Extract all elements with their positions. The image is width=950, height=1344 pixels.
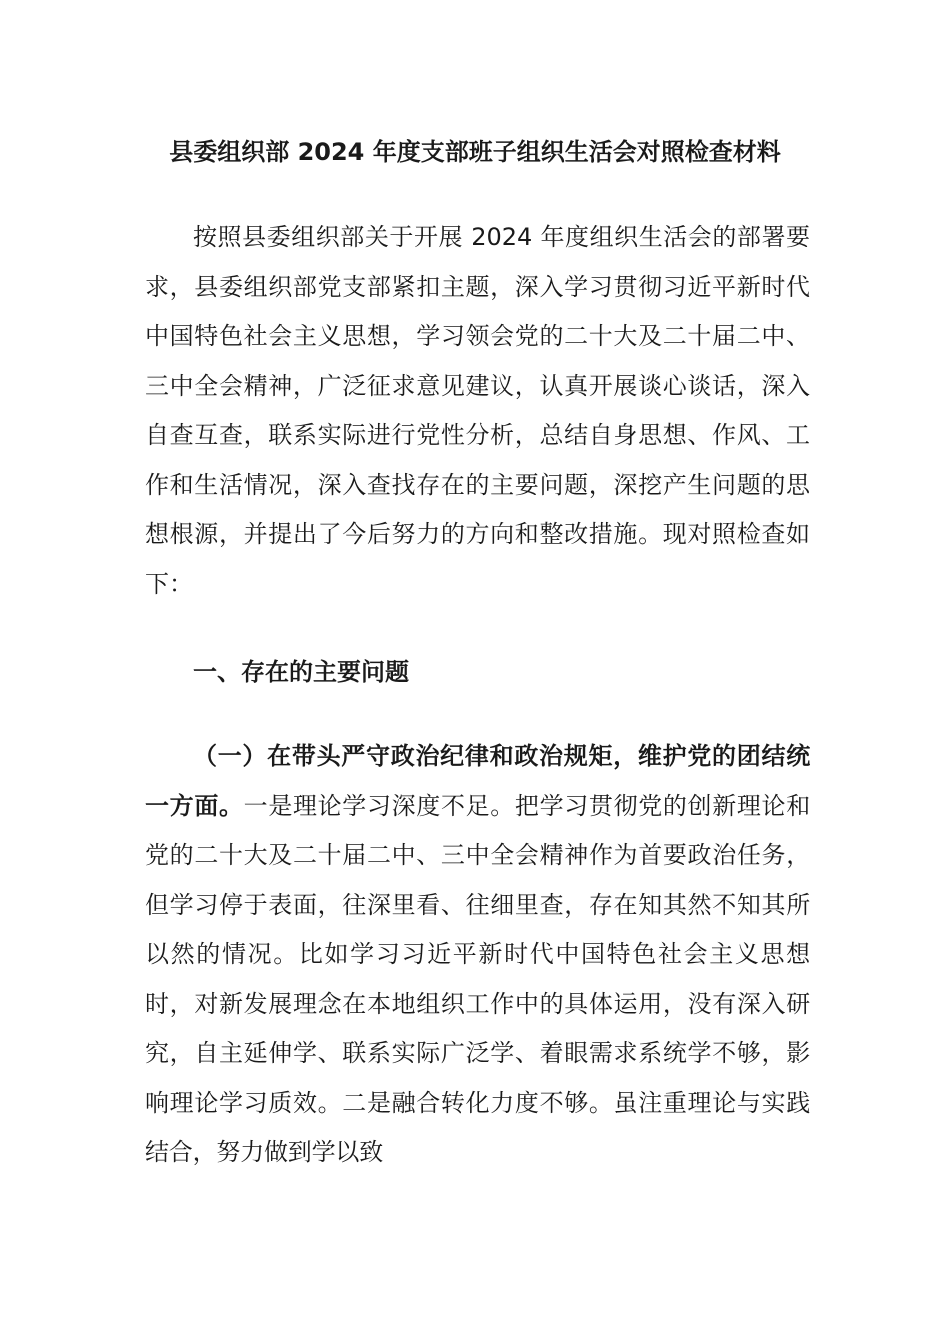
subsection-body: 一是理论学习深度不足。把学习贯彻党的创新理论和党的二十大及二十届二中、三中全会精神作为首要政治任务，但学习停于表面，往深里看、往细里查，存在知其然不知其所以然的情况。比如学习习近平新时代中国特色社会主义思想时，对新发展理念在本地组织工作中的具体运用，没有深入研究，自主延伸学、联系实际广泛学、着眼需求系统学不够，影响理论学习质效。二是融合转化力度不够。虽注重理论与实践结合，努力做到学以致 [145, 791, 811, 1166]
document-title: 县委组织部 2024 年度支部班子组织生活会对照检查材料 [169, 138, 781, 166]
subsection-heading: （一）在带头严守政治纪律和政治规矩，维护党的团结统一方面。 [145, 742, 810, 820]
intro-paragraph: 按照县委组织部关于开展 2024 年度组织生活会的部署要求，县委组织部党支部紧扣主题，深入学习贯彻习近平新时代中国特色社会主义思想，学习领会党的二十大及二十届二中、三中全会精神，广泛征求意见建议，认真开展谈心谈话，深入自查互查，联系实际进行党性分析，总结自身思想、作风、工作和生活情况，深入查找存在的主要问题，深挖产生问题的思想根源，并提出了今后努力的方向和整改措施。现对照检查如下： [145, 223, 810, 598]
subsection-paragraph [145, 732, 810, 1178]
section-heading: 一、存在的主要问题 [193, 658, 409, 686]
